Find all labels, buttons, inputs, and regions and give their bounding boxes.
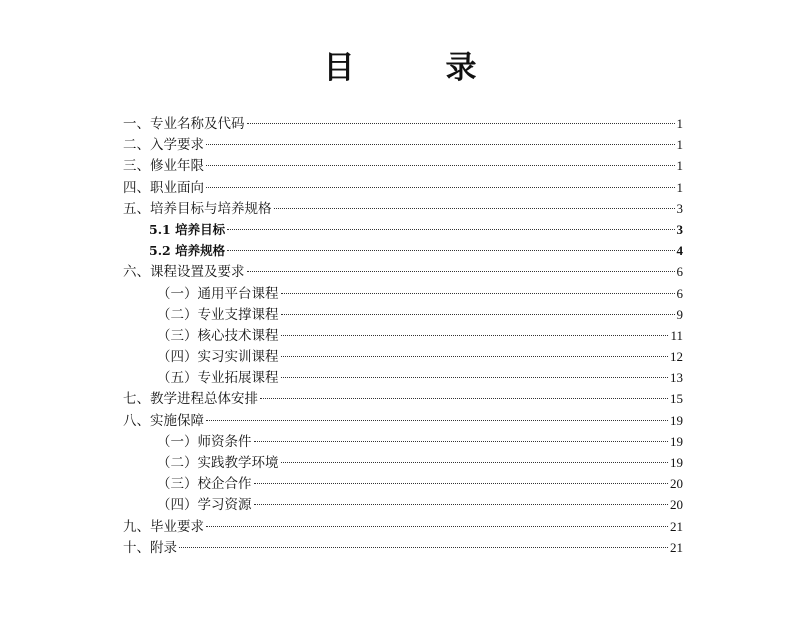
toc-entry[interactable] xyxy=(123,494,683,515)
toc-entry-label: 六、课程设置及要求 xyxy=(123,264,245,281)
toc-entry-page-number: 1 xyxy=(676,137,683,153)
toc-entry-label: （一）通用平台课程 xyxy=(157,285,279,302)
toc-dot-leader xyxy=(281,356,669,357)
toc-entry-page-number: 3 xyxy=(676,200,683,216)
toc-entry[interactable] xyxy=(123,473,683,494)
toc-dot-leader xyxy=(281,335,669,336)
toc-dot-leader xyxy=(247,271,675,272)
toc-entry-page-number: 20 xyxy=(670,497,683,513)
toc-entry[interactable] xyxy=(123,431,683,452)
toc-dot-leader xyxy=(247,123,675,124)
toc-entry-label: 九、毕业要求 xyxy=(123,518,204,535)
toc-entry-page-number: 6 xyxy=(676,285,683,301)
toc-dot-leader xyxy=(227,229,674,230)
toc-dot-leader xyxy=(206,187,675,188)
toc-entry-label: （二）专业支撑课程 xyxy=(157,306,279,323)
toc-entry-page-number: 21 xyxy=(670,539,683,555)
toc-entry-label: 5.2 培养规格 xyxy=(149,243,226,259)
toc-entry-page-number: 15 xyxy=(670,391,683,407)
toc-dot-leader xyxy=(254,441,669,442)
toc-entry-page-number: 20 xyxy=(670,476,683,492)
toc-entry[interactable] xyxy=(123,240,683,261)
toc-entry-label: 十、附录 xyxy=(123,539,177,556)
toc-entry[interactable] xyxy=(123,177,683,198)
toc-entry[interactable] xyxy=(123,388,683,409)
toc-entry-label: （三）核心技术课程 xyxy=(157,327,279,344)
toc-entry-page-number: 6 xyxy=(676,264,683,280)
toc-entry[interactable] xyxy=(123,134,683,155)
toc-entry-label: 五、培养目标与培养规格 xyxy=(123,200,272,217)
toc-entry[interactable] xyxy=(123,410,683,431)
toc-entry[interactable] xyxy=(123,283,683,304)
toc-entry-page-number: 12 xyxy=(670,349,683,365)
toc-entry-page-number: 1 xyxy=(676,158,683,174)
toc-entry-page-number: 11 xyxy=(670,327,683,343)
toc-dot-leader xyxy=(274,208,675,209)
toc-entry-page-number: 4 xyxy=(676,243,683,259)
page-title: 目 录 xyxy=(323,50,507,86)
toc-entry-label: 八、实施保障 xyxy=(123,412,204,429)
toc-entry-label: 三、修业年限 xyxy=(123,158,204,175)
toc-entry-label: 四、职业面向 xyxy=(123,179,204,196)
toc-entry[interactable] xyxy=(123,537,683,558)
toc-dot-leader xyxy=(281,462,669,463)
toc-entry-page-number: 9 xyxy=(676,306,683,322)
toc-entry-page-number: 19 xyxy=(670,412,683,428)
toc-dot-leader xyxy=(206,144,675,145)
toc-entry[interactable] xyxy=(123,261,683,282)
toc-entry-label: （四）学习资源 xyxy=(157,497,252,514)
toc-entry-page-number: 3 xyxy=(676,221,683,237)
toc-dot-leader xyxy=(206,420,668,421)
toc-dot-leader xyxy=(281,293,675,294)
toc-entry[interactable] xyxy=(123,452,683,473)
toc-entry-label: 七、教学进程总体安排 xyxy=(123,391,258,408)
table-of-contents xyxy=(123,113,683,558)
toc-entry-label: （一）师资条件 xyxy=(157,433,252,450)
toc-entry-page-number: 19 xyxy=(670,455,683,470)
toc-entry-page-number: 21 xyxy=(670,518,683,534)
toc-entry-label: （三）校企合作 xyxy=(157,476,252,493)
toc-dot-leader xyxy=(254,504,669,505)
toc-dot-leader xyxy=(179,547,668,548)
toc-entry[interactable] xyxy=(123,155,683,176)
toc-entry-label: 一、专业名称及代码 xyxy=(123,116,245,132)
toc-entry-page-number: 13 xyxy=(670,370,683,386)
toc-dot-leader xyxy=(227,250,674,251)
toc-dot-leader xyxy=(260,398,668,399)
toc-entry[interactable] xyxy=(123,113,683,134)
toc-entry-label: （四）实习实训课程 xyxy=(157,349,279,366)
toc-entry-page-number: 1 xyxy=(676,116,683,131)
toc-entry-page-number: 19 xyxy=(670,433,683,449)
toc-entry[interactable] xyxy=(123,304,683,325)
toc-dot-leader xyxy=(206,526,668,527)
toc-entry[interactable] xyxy=(123,325,683,346)
toc-dot-leader xyxy=(254,483,669,484)
toc-entry[interactable] xyxy=(123,198,683,219)
toc-entry-label: （五）专业拓展课程 xyxy=(157,370,279,387)
toc-entry[interactable] xyxy=(123,346,683,367)
toc-entry[interactable] xyxy=(123,516,683,537)
toc-entry-label: 二、入学要求 xyxy=(123,137,204,154)
toc-entry-page-number: 1 xyxy=(676,179,683,195)
toc-entry-label: 5.1 培养目标 xyxy=(149,221,226,237)
toc-entry[interactable] xyxy=(123,367,683,388)
toc-entry-label: （二）实践教学环境 xyxy=(157,455,279,471)
toc-dot-leader xyxy=(206,165,675,166)
toc-entry[interactable] xyxy=(123,219,683,240)
toc-dot-leader xyxy=(281,314,675,315)
toc-dot-leader xyxy=(281,377,669,378)
